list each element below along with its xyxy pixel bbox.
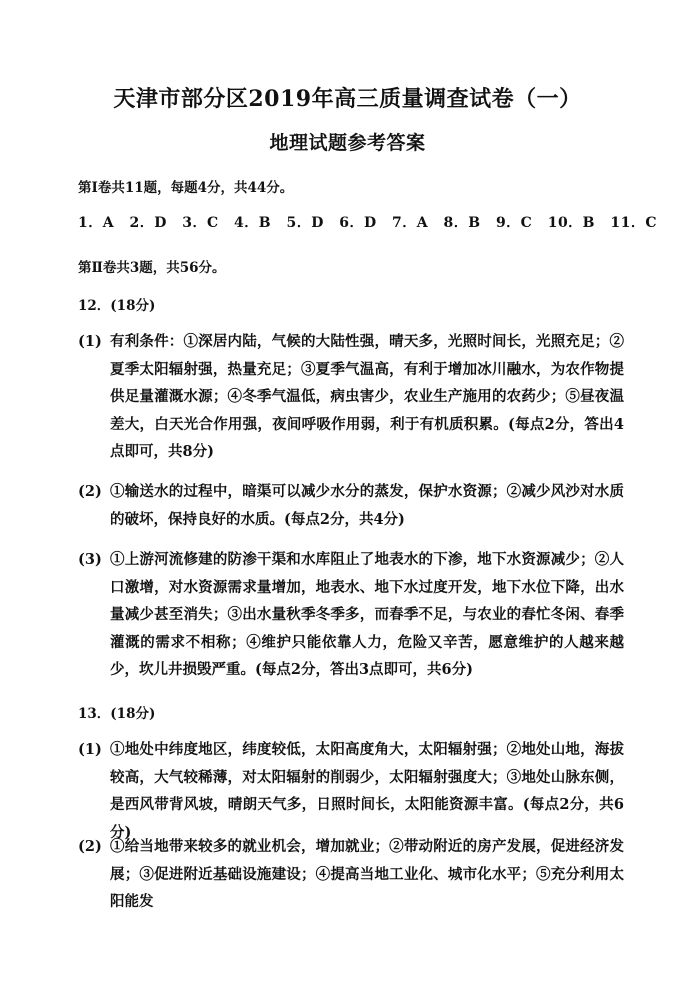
- document-title: 天津市部分区2019年高三质量调查试卷（一）: [113, 86, 582, 112]
- answer-item: 8．B: [443, 215, 481, 231]
- q12-part2-text: ①输送水的过程中，暗渠可以减少水分的蒸发，保护水资源；②减少风沙对水质的破坏，保持良好的水质。(每点2分，共4分): [110, 483, 624, 528]
- answer-item: 9．C: [495, 215, 533, 231]
- q12-part2: [78, 478, 624, 533]
- part1-header: 第Ⅰ卷共11题，每题4分，共44分。: [78, 180, 294, 196]
- q13-part2: [78, 833, 624, 916]
- answer-item: 10．B: [547, 215, 596, 231]
- answer-item: 11．C: [610, 215, 658, 231]
- q12-header: 12．(18分): [78, 298, 156, 314]
- part2-header: 第Ⅱ卷共3题，共56分。: [78, 260, 226, 276]
- q12-part1: [78, 328, 624, 466]
- q13-part1-text: ①地处中纬度地区，纬度较低，太阳高度角大，太阳辐射强；②地处山地，海拔较高，大气较稀薄，对太阳辐射的削弱少，太阳辐射强度大；③地处山脉东侧，是西风带背风坡，晴朗天气多，日照时间长，太阳能资源丰富。(每点2分，共6分): [110, 741, 624, 841]
- q12-part2-number: (2): [78, 483, 102, 500]
- q13-part2-number: (2): [78, 838, 102, 855]
- answer-item: 5．D: [286, 215, 324, 231]
- q12-part1-text: 有利条件：①深居内陆，气候的大陆性强，晴天多，光照时间长，光照充足；②夏季太阳辐射强，热量充足；③夏季气温高，有利于增加冰川融水，为农作物提供足量灌溉水源；④冬季气温低，病虫害少，农业生产施用的农药少；⑤昼夜温差大，白天光合作用强，夜间呼吸作用弱，利于有机质积累。(每点2分，答出4点即可，共8分): [110, 333, 624, 460]
- multiple-choice-answers: [78, 212, 667, 232]
- q12-part1-number: (1): [78, 333, 102, 350]
- answer-item: 2．D: [129, 215, 167, 231]
- answer-item: 4．B: [234, 215, 272, 231]
- answer-item: 7．A: [392, 215, 429, 231]
- q13-part1: [78, 736, 624, 846]
- q13-part2-text: ①给当地带来较多的就业机会，增加就业；②带动附近的房产发展，促进经济发展；③促进附近基础设施建设；④提高当地工业化、城市化水平；⑤充分利用太阳能发: [110, 838, 624, 910]
- q13-part1-number: (1): [78, 741, 102, 758]
- answer-item: 1．A: [78, 215, 115, 231]
- q13-header: 13．(18分): [78, 706, 156, 722]
- document-subtitle: 地理试题参考答案: [269, 132, 426, 154]
- answer-item: 6．D: [339, 215, 377, 231]
- q12-part3-number: (3): [78, 551, 102, 568]
- answer-item: 3．C: [182, 215, 219, 231]
- q12-part3-text: ①上游河流修建的防渗干渠和水库阻止了地表水的下渗，地下水资源减少；②人口激增，对水资源需求量增加，地表水、地下水过度开发，地下水位下降，出水量减少甚至消失；③出水量秋季冬季多，而春季不足，与农业的春忙冬闲、春季灌溉的需求不相称；④维护只能依靠人力，危险又辛苦，愿意维护的人越来越少，坎儿井损毁严重。(每点2分，答出3点即可，共6分): [110, 551, 624, 678]
- q12-part3: [78, 546, 624, 684]
